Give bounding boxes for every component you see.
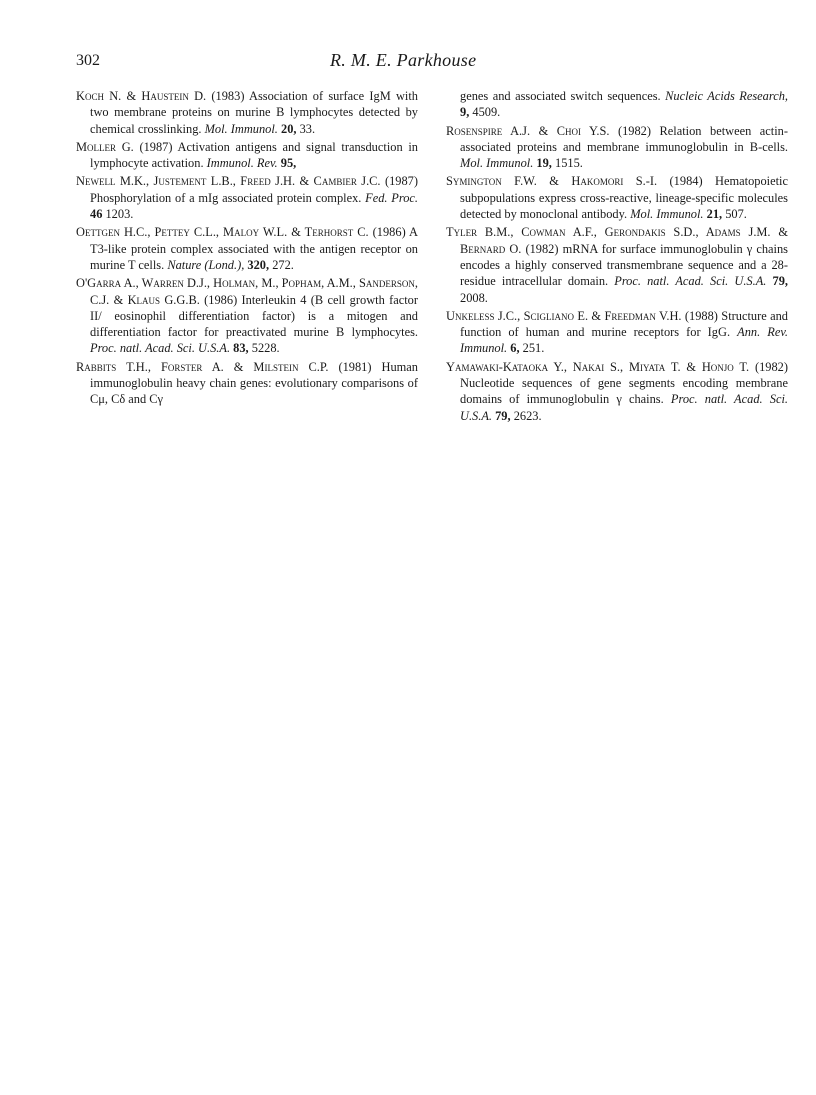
reference-entry	[76, 224, 418, 273]
reference-title: (1986) A T3-like protein complex associated with the antigen receptor on murine T cells.	[90, 225, 418, 272]
reference-title: genes and associated switch sequences.	[460, 89, 666, 103]
reference-authors: Rosenspire A.J. & Choi Y.S.	[446, 123, 610, 138]
reference-volume: 9,	[460, 105, 470, 120]
references-left-column	[76, 88, 418, 410]
reference-journal: Mol. Immunol.	[204, 121, 278, 136]
reference-entry	[76, 88, 418, 137]
reference-volume: 20,	[277, 121, 297, 136]
reference-entry	[76, 173, 418, 222]
reference-authors: Symington F.W. & Hakomori S.-I.	[446, 174, 658, 189]
reference-pages: 2623.	[510, 408, 542, 423]
reference-authors: Newell M.K., Justement L.B., Freed J.H. & Cambier J.C.	[76, 174, 381, 189]
reference-entry	[446, 224, 788, 305]
reference-entry	[76, 139, 418, 172]
reference-authors: Oettgen H.C., Pettey C.L., Maloy W.L. & Terhorst C.	[76, 225, 369, 240]
reference-title: (1982) Relation between actin-associated proteins and membrane immunoglobulin in B-cells.	[460, 123, 788, 154]
reference-title: (1981) Human immunoglobulin heavy chain genes: evolutionary comparisons of Cμ, Cδ and Cγ	[90, 359, 418, 407]
reference-title: (1987) Activation antigens and signal transduction in lymphocyte activation.	[90, 139, 418, 171]
reference-authors: Rabbits T.H., Forster A. & Milstein C.P.	[76, 359, 329, 374]
reference-continuation	[446, 88, 788, 121]
reference-pages: 507.	[722, 207, 747, 222]
reference-journal: Mol. Immunol.	[460, 156, 534, 171]
reference-volume: 21,	[703, 207, 723, 222]
reference-journal: Mol. Immunol.	[630, 207, 704, 222]
reference-authors: Koch N. & Haustein D.	[76, 89, 207, 103]
reference-authors: O'Garra A., Warren D.J., Holman, M., Popham, A.M., Sanderson, C.J. & Klaus G.G.B.	[76, 276, 418, 307]
reference-title: (1986) Interleukin 4 (B cell growth factor II/ eosinophil differentiation factor) is a mitogen and differentiation factor for preactivated murine B lymphocytes.	[90, 292, 418, 340]
reference-title: (1982) Nucleotide sequences of gene segments encoding membrane domains of immunoglobulin γ chains.	[460, 359, 788, 407]
reference-title: (1988) Structure and function of human and murine receptors for IgG.	[460, 308, 788, 340]
reference-title: (1984) Hematopoietic subpopulations express cross-reactive, lineage-specific molecules detected by monoclonal antibody.	[460, 174, 788, 222]
reference-journal: Nature (Lond.),	[167, 257, 245, 272]
reference-entry	[76, 359, 418, 408]
reference-journal: Proc. natl. Acad. Sci. U.S.A.	[90, 341, 231, 356]
references-right-column	[446, 88, 788, 426]
reference-title: (1987) Phosphorylation of a mIg associated protein complex.	[90, 174, 418, 205]
reference-authors: Unkeless J.C., Scigliano E. & Freedman V.H.	[446, 308, 682, 323]
reference-entry	[76, 275, 418, 356]
reference-volume: 19,	[533, 156, 552, 171]
reference-pages: 1203.	[102, 207, 134, 222]
reference-authors: Tyler B.M., Cowman A.F., Gerondakis S.D., Adams J.M. & Bernard O.	[446, 225, 788, 256]
page-number: 302	[76, 52, 100, 69]
running-head: R. M. E. Parkhouse	[330, 50, 477, 70]
reference-volume: 95,	[277, 156, 297, 171]
reference-pages: 4509.	[469, 105, 501, 120]
reference-volume: 83,	[230, 341, 249, 356]
reference-entry	[446, 123, 788, 172]
reference-entry	[446, 359, 788, 424]
reference-volume: 6,	[507, 341, 520, 356]
reference-title: (1982) mRNA for surface immunoglobulin γ chains encodes a highly conserved transmembrane sequence and a 28-residue intracellular domain.	[460, 241, 788, 289]
reference-pages: 251.	[519, 341, 545, 356]
reference-pages: 1515.	[551, 156, 583, 171]
reference-volume: 46	[90, 207, 103, 222]
reference-pages: 33.	[296, 121, 316, 136]
reference-journal: Ann. Rev. Immunol.	[460, 325, 788, 356]
reference-volume: 79,	[766, 274, 788, 289]
reference-journal: Nucleic Acids Research,	[665, 89, 788, 103]
reference-pages: 2008.	[460, 290, 488, 305]
reference-journal: Proc. natl. Acad. Sci. U.S.A.	[614, 274, 767, 289]
reference-authors: Yamawaki-Kataoka Y., Nakai S., Miyata T. & Honjo T.	[446, 359, 750, 374]
reference-pages: 272.	[269, 257, 294, 272]
reference-volume: 79,	[492, 408, 511, 423]
reference-journal: Immunol. Rev.	[206, 156, 278, 171]
reference-journal: Fed. Proc.	[365, 190, 418, 205]
reference-authors: Moller G.	[76, 139, 134, 154]
reference-pages: 5228.	[248, 341, 280, 356]
reference-entry	[446, 173, 788, 222]
reference-title: (1983) Association of surface IgM with two membrane proteins on murine B lymphocytes detected by chemical crosslinking.	[90, 89, 419, 136]
reference-entry	[446, 308, 788, 357]
reference-journal: Proc. natl. Acad. Sci. U.S.A.	[460, 392, 788, 423]
reference-volume: 320,	[244, 257, 270, 272]
